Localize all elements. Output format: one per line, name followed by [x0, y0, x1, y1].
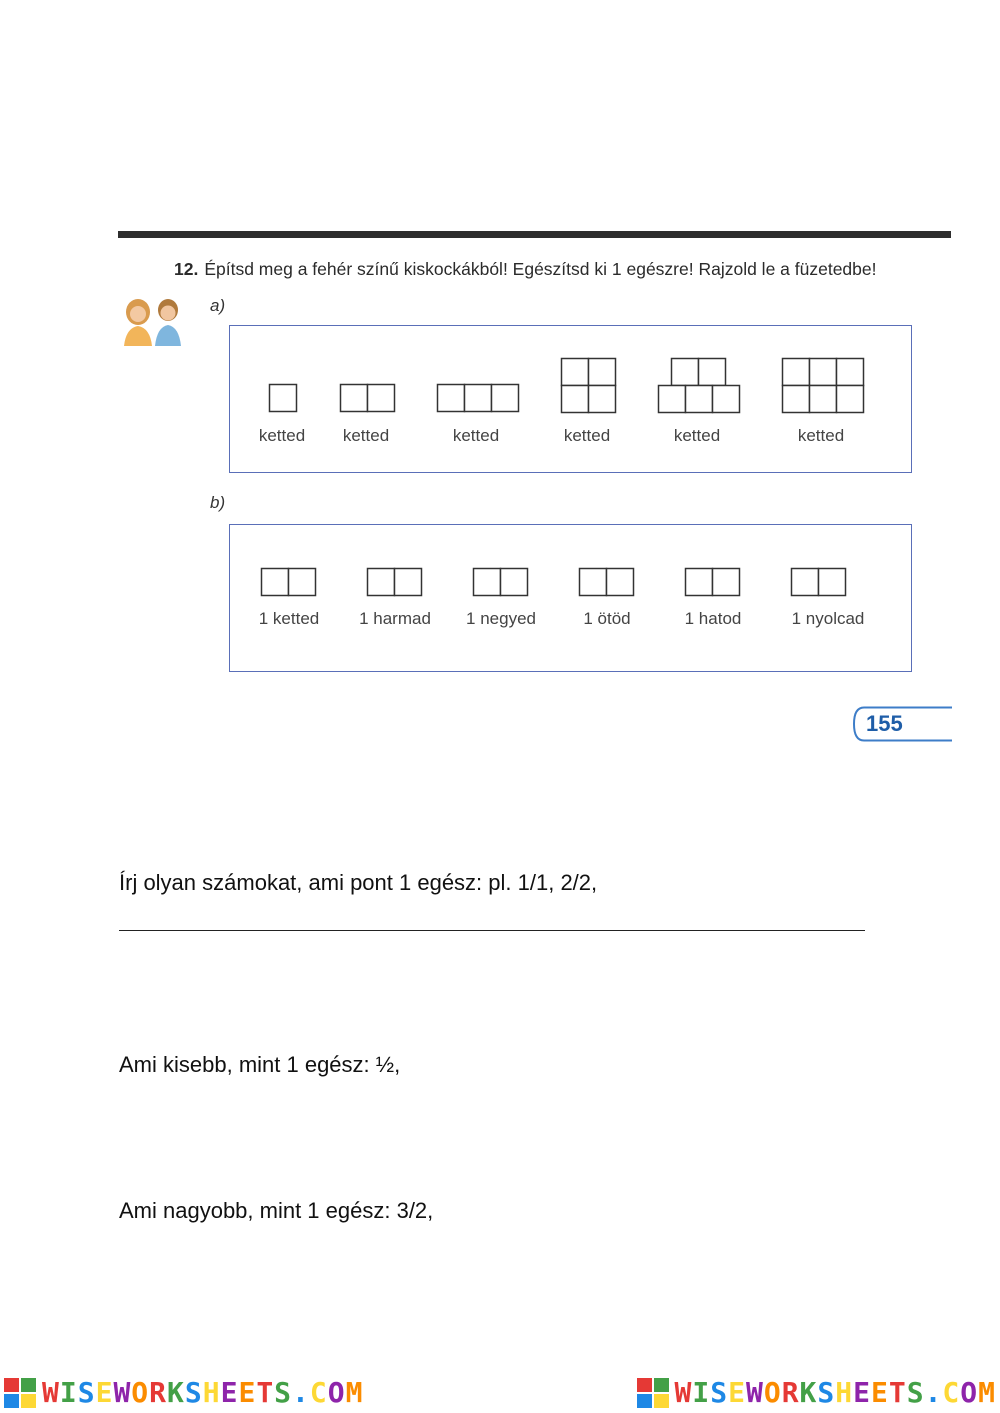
question-3: Ami nagyobb, mint 1 egész: 3/2,: [119, 1198, 434, 1223]
task-number: 12.: [174, 259, 199, 279]
part-b-label-6: 1 nyolcad: [791, 609, 865, 628]
shape-a1: [269, 384, 297, 412]
part-a-label-3: ketted: [452, 426, 500, 445]
shape-b3: [473, 568, 528, 596]
part-b-label-1: 1 ketted: [258, 609, 320, 628]
shape-a4: [561, 358, 616, 413]
shape-b2: [367, 568, 422, 596]
part-b-label: b): [210, 493, 226, 512]
top-rule: [118, 231, 951, 238]
part-a-label-4: ketted: [563, 426, 611, 445]
wise-logo-icon: [4, 1378, 36, 1408]
part-b-box: [229, 524, 912, 672]
footer-item-left: [4, 1376, 363, 1409]
shape-b6: [791, 568, 846, 596]
task-text: Építsd meg a fehér színű kiskockákból! Egészítsd ki 1 egészre! Rajzold le a füzetedbe!: [204, 259, 877, 279]
question-2: Ami kisebb, mint 1 egész: ½,: [119, 1052, 401, 1077]
page-number: 155: [866, 711, 903, 736]
part-a-label-6: ketted: [797, 426, 845, 445]
footer-item-right: [637, 1376, 996, 1409]
part-a-label-5: ketted: [673, 426, 721, 445]
shape-a6: [782, 358, 864, 413]
shape-a3: [437, 384, 519, 412]
question-1: Írj olyan számokat, ami pont 1 egész: pl. 1/1, 2/2,: [119, 870, 598, 895]
shape-a5: [658, 358, 740, 413]
part-a-label-1: ketted: [258, 426, 306, 445]
wise-logo-icon: [637, 1378, 669, 1408]
part-b-label-2: 1 harmad: [359, 609, 431, 628]
shape-b5: [685, 568, 740, 596]
footer-text-right: WISEWORKSHEETS.COM: [674, 1376, 996, 1409]
part-b-label-3: 1 negyed: [466, 609, 536, 628]
part-b-label-5: 1 hatod: [684, 609, 742, 628]
task-instruction: [174, 259, 877, 280]
part-a-label: a): [210, 296, 226, 315]
footer-watermark: [0, 1372, 1000, 1413]
part-b-label-4: 1 ötöd: [583, 609, 631, 628]
shape-b1: [261, 568, 316, 596]
part-a-label-2: ketted: [342, 426, 390, 445]
shape-a2: [340, 384, 395, 412]
kids-illustration-icon: [118, 296, 198, 346]
footer-text-left: WISEWORKSHEETS.COM: [42, 1376, 364, 1409]
shape-b4: [579, 568, 634, 596]
answer-line[interactable]: [119, 930, 865, 931]
